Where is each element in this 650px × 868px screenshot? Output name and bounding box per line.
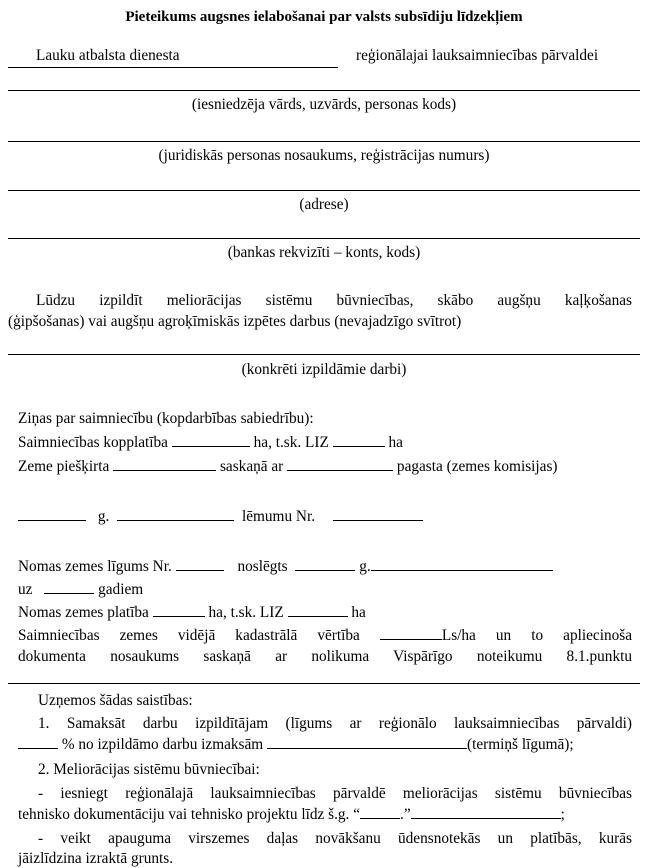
lease-concluded-label: noslēgts: [237, 558, 288, 575]
payment-percent-blank: [18, 736, 58, 749]
legal-entity-line: [8, 141, 640, 142]
bank-line: [8, 238, 640, 239]
decision-row: [18, 508, 423, 526]
lease-contract-label: Nomas zemes līgums Nr.: [18, 558, 172, 575]
total-area-liz-blank: [333, 434, 385, 447]
lease-area-ha: ha: [351, 604, 366, 621]
address-caption: (adrese): [299, 196, 349, 213]
obligation-2-sub-1-line-2: [18, 806, 565, 824]
payment-term-label: (termiņš līgumā);: [467, 736, 574, 753]
decision-year-g: g.: [97, 508, 110, 525]
lease-term-row: [18, 581, 143, 599]
lease-area-liz-blank: [288, 604, 348, 617]
lease-years-blank: [44, 581, 94, 594]
obligation-2: 2. Meliorācijas sistēmu būvniecībai:: [38, 761, 260, 778]
land-granted-label: Zeme piešķirta: [18, 458, 110, 475]
lease-contract-blank: [176, 558, 224, 571]
cadastre-value-blank: [380, 627, 442, 640]
form-title: Pieteikums augsnes ielabošanai par valsts subsīdiju līdzekļiem: [125, 9, 523, 25]
lease-for-label: uz: [18, 581, 33, 598]
semicolon: ;: [560, 806, 565, 823]
obligation-1-line-1: 1. Samaksāt darbu izpildītājam (līgums ar reģionālo lauksaimniecības pārvaldi): [38, 715, 632, 732]
obligations-heading: Uzņemos šādas saistības:: [38, 692, 193, 709]
land-granted-row: [18, 458, 558, 476]
lease-area-label: Nomas zemes platība: [18, 604, 149, 621]
payment-percent-label: % no izpildāmo darbu izmaksām: [61, 736, 264, 753]
applicant-caption: (iesniedzēja vārds, uzvārds, personas kods): [191, 96, 457, 113]
decision-no-label: lēmumu Nr.: [241, 508, 316, 525]
lease-date-blank: [371, 558, 553, 571]
quote-close: .”: [400, 806, 411, 823]
cadastre-label: Saimniecības zemes vidējā kadastrālā vērtība: [18, 627, 360, 644]
cadastre-line-1: [18, 627, 632, 645]
service-name: Lauku atbalsta dienesta: [36, 47, 180, 64]
total-area-blank: [172, 434, 250, 447]
works-caption: (konkrēti izpildāmie darbi): [241, 361, 407, 378]
farm-heading: Ziņas par saimniecību (kopdarbības sabiedrību):: [18, 410, 314, 427]
lease-concluded-blank: [295, 558, 355, 571]
decision-year-blank: [18, 508, 86, 521]
obligation-2-sub-2-line-2: jāizlīdzina izraktā grunts.: [18, 850, 174, 867]
total-area-label: Saimniecības kopplatība: [18, 434, 168, 451]
obligation-2-sub-1-line-1: - iesniegt reģionālajā lauksaimniecības pārvaldē meliorācijas sistēmu būvniecības: [38, 785, 632, 802]
deadline-month-blank: [411, 806, 561, 819]
lease-area-blank: [153, 604, 205, 617]
legal-entity-caption: (juridiskās personas nosaukums, reģistrācijas numurs): [158, 147, 490, 164]
lease-row: [18, 558, 553, 576]
lease-area-ha-incl: ha, t.sk. LIZ: [208, 604, 284, 621]
applicant-line: [8, 90, 640, 91]
parish-label: pagasta (zemes komisijas): [396, 458, 558, 475]
cadastre-doc-line: [8, 683, 640, 684]
cadastre-unit-label: Ls/ha un to apliecinoša: [441, 627, 632, 644]
works-line: [8, 354, 640, 355]
lease-year-g: g.: [359, 558, 371, 575]
decision-no-blank: [333, 508, 423, 521]
service-line: [8, 67, 338, 68]
land-granted-blank: [113, 458, 216, 471]
bank-caption: (bankas rekvizīti – konts, kods): [227, 244, 421, 261]
lease-years-label: gadiem: [98, 581, 144, 598]
total-area-ha-incl: ha, t.sk. LIZ: [253, 434, 329, 451]
request-line-2: (ģipšošanas) vai augšņu agroķīmiskās izpētes darbus (nevajadzīgo svītrot): [8, 313, 462, 330]
according-to-label: saskaņā ar: [219, 458, 284, 475]
total-area-ha: ha: [388, 434, 403, 451]
deadline-day-blank: [360, 806, 400, 819]
documentation-deadline-label: tehnisko dokumentāciju vai tehnisko projektu līdz š.g.: [18, 806, 350, 823]
regional-admin-label: reģionālajai lauksaimniecības pārvaldei: [356, 47, 599, 64]
payment-term-blank: [267, 736, 467, 749]
obligation-2-sub-2-line-1: - veikt apauguma virszemes daļas novākšanu ūdensnotekās un platībās, kurās: [38, 830, 632, 847]
decision-date-blank: [117, 508, 234, 521]
obligation-1-line-2: [18, 736, 574, 754]
total-area-row: [18, 434, 403, 452]
lease-area-row: [18, 604, 366, 622]
address-line: [8, 190, 640, 191]
quote-open: “: [353, 806, 361, 823]
request-line-1: Lūdzu izpildīt meliorācijas sistēmu būvniecības, skābo augšņu kaļķošanas: [36, 292, 632, 309]
cadastre-line-2: dokumenta nosaukums saskaņā ar nolikuma Vispārīgo noteikumu 8.1.punktu: [18, 648, 632, 665]
parish-blank: [287, 458, 393, 471]
